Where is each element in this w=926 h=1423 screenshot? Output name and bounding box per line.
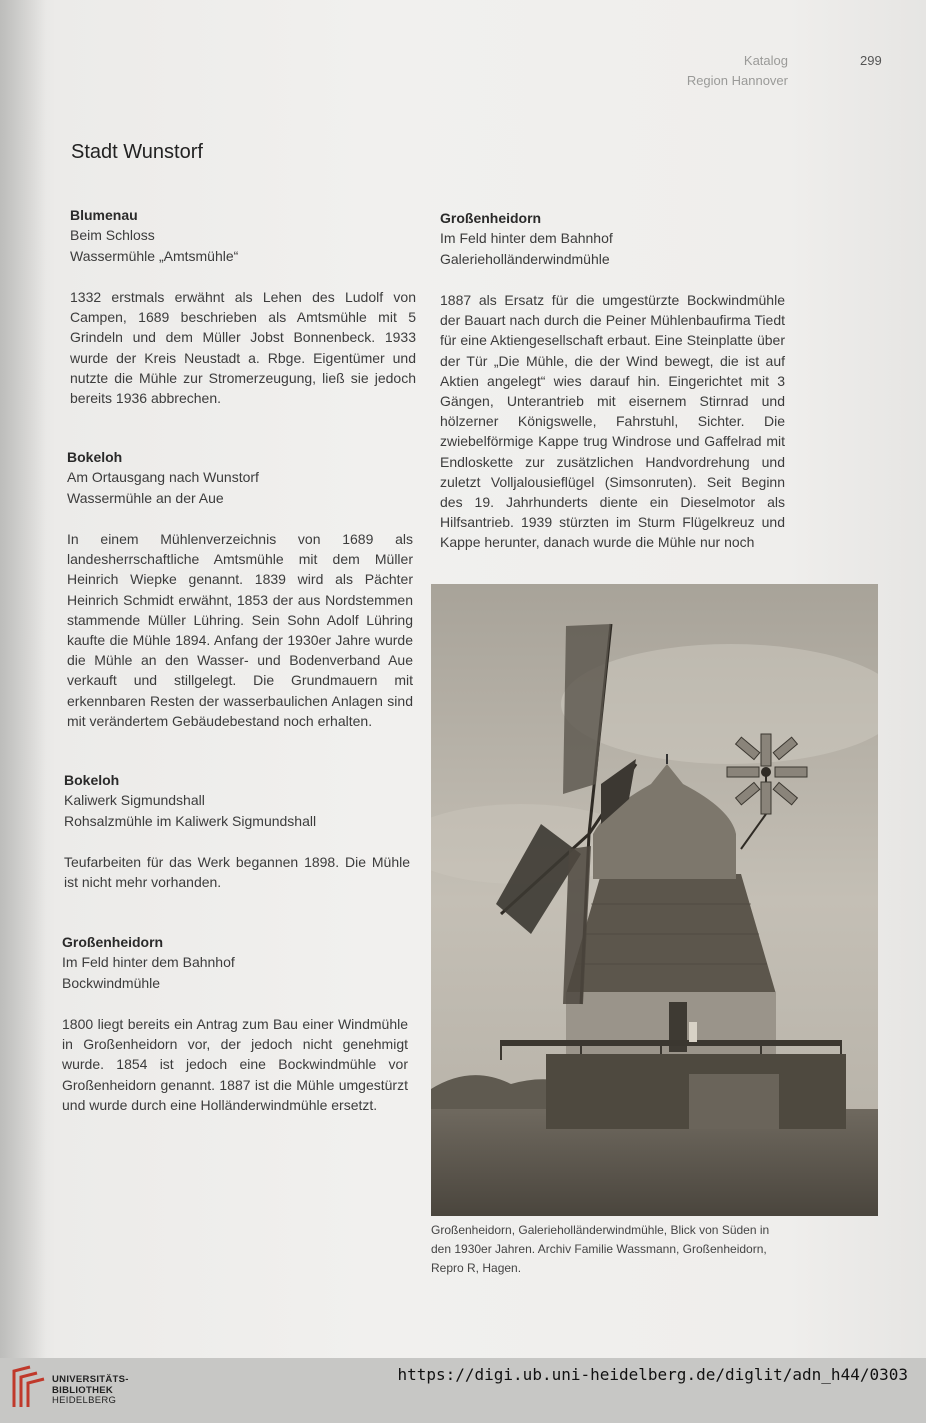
entry-location: Beim Schloss [70,227,155,243]
windmill-photo [431,584,878,1216]
entry-grossenheidorn-bock [62,932,408,1115]
running-header [687,51,788,91]
page-number: 299 [860,53,882,68]
library-name-line2: BIBLIOTHEK [52,1384,114,1396]
entry-blumenau [70,205,416,408]
entry-type: Wassermühle „Amtsmühle“ [70,247,239,264]
figure-caption: Großenheidorn, Galerieholländerwindmühle, Blick von Süden in den 1930er Jahren. Archiv Familie Wassmann, Großenheidorn, Repro R, Hagen. [431,1223,770,1275]
library-logo-icon [10,1363,46,1411]
entry-body: 1887 als Ersatz für die umgestürzte Bockwindmühle der Bauart nach durch die Peiner Mühlenbaufirma Tiedt für eine Aktiengesellschaft erbaut. Eine Steinplatte über der Tür „Die Mühle, die der Wind bewegt, die ist auf Aktien angelegt“ wies darauf hin. Eingerichtet mit 3 Gängen, Unterantrieb mit eisernem Stirnrad und hölzerner Königswelle, Fahrstuhl, Sichter. Die zwiebelförmige Kappe trug Windrose und Gaffelrad mit Endloskette zur zusätzlichen Handvordrehung und zuletzt Volljalousieflügel (Simsonruten). Seit Beginn des 19. Jahrhunderts diente ein Dieselmotor als Hilfsantrieb. 1939 stürzten im Sturm Flügelkreuz und Kappe herunter, danach wurde die Mühle nur noch [440,292,785,551]
entry-location: Am Ortausgang nach Wunstorf [67,469,259,485]
running-header-catalog: Katalog [743,53,788,68]
running-header-region: Region Hannover [686,73,788,88]
entry-body: In einem Mühlenverzeichnis von 1689 als landesherrschaftliche Amtsmühle mit dem Müller Heinrich Wiepke genannt. 1839 wird als Pächter Heinrich Schmidt erwähnt, 1853 der aus Nordstemmen stammende Müller Lühring. Sein Sohn Adolf Lühring kaufte die Mühle 1894. Anfang der 1930er Jahre wurde die Mühle an den Wasser- und Bodenverband Aue verkauft und stillgelegt. Die Grundmauern mit erkennbaren Resten der wasserbaulichen Anlagen sind mit verändertem Gebäudebestand noch erhalten. [67,531,413,729]
entry-location: Im Feld hinter dem Bahnhof [440,230,613,246]
entry-body: Teufarbeiten für das Werk begannen 1898. Die Mühle ist nicht mehr vorhanden. [64,854,410,891]
university-logo[interactable] [10,1363,46,1416]
library-name-line1: UNIVERSITÄTS- [52,1374,129,1385]
library-name-line3: HEIDELBERG [52,1395,117,1406]
entry-body: 1800 liegt bereits ein Antrag zum Bau einer Windmühle in Großenheidorn vor, der jedoch nicht genehmigt wurde. 1854 ist jedoch eine Bockwindmühle vor Großenheidorn genannt. 1887 ist die Mühle umgestürzt und wurde durch eine Holländerwindmühle ersetzt. [62,1016,408,1113]
entry-body: 1332 erstmals erwähnt als Lehen des Ludolf von Campen, 1689 beschrieben als Amtsmühle mit 5 Grindeln und dem Müller Jobst Bonnenbeck. 1933 wurde der Kreis Neustadt a. Rbge. Eigentümer und nutzte die Mühle zur Stromerzeugung, ließ sie jedoch bereits 1936 abbrechen. [70,289,416,407]
entry-location: Im Feld hinter dem Bahnhof [62,954,235,970]
entry-bokeloh-kaliwerk [64,770,410,892]
entry-type: Rohsalzmühle im Kaliwerk Sigmundshall [64,812,317,829]
entry-name: Blumenau [70,207,138,223]
source-url-link[interactable]: https://digi.ub.uni-heidelberg.de/diglit/adn_h44/0303 [397,1365,908,1384]
entry-type: Galerieholländerwindmühle [440,250,610,267]
windmill-photo-drawing [431,584,878,1216]
entry-type: Bockwindmühle [62,974,161,991]
entry-name: Großenheidorn [440,210,542,226]
library-name [52,1375,129,1407]
entry-bokeloh-aue [67,447,413,731]
entry-location: Kaliwerk Sigmundshall [64,792,205,808]
entry-name: Großenheidorn [62,934,164,950]
entry-name: Bokeloh [67,449,123,465]
entry-type: Wassermühle an der Aue [67,489,224,506]
entry-grossenheidorn-hollaender [440,208,785,553]
page-fold-shadow [0,0,46,1358]
entry-name: Bokeloh [64,772,120,788]
page-title: Stadt Wunstorf [71,141,203,163]
